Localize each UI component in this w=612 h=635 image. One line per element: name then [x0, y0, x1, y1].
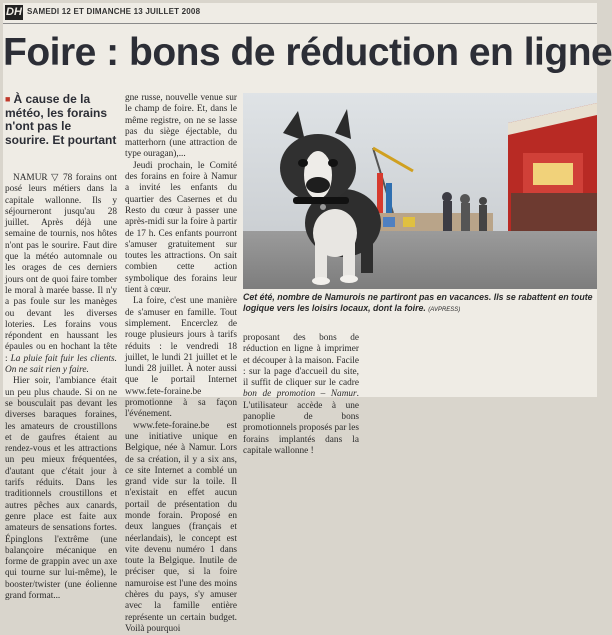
article-photo — [243, 93, 597, 289]
paragraph: La foire, c'est une manière de s'amuser en famille. Tout simplement. Encerclez de rouge plusieurs jours à tarifs réduits : le vendredi 18 juillet, le lundi 21 juillet et le lundi 28 juillet. À noter aussi que le portail Internet www.fete-foraine.be promotionne à sa façon l'événement. — [125, 296, 237, 420]
photo-credit: (AVPRESS) — [428, 307, 461, 313]
fair-dog-photo — [243, 93, 597, 289]
article-column-2 — [125, 93, 237, 635]
paragraph-text: proposant des bons de réduction en ligne à imprimer et découper à la maison. Facile : sur la page d'accueil du site, il suffit de cliquer sur le cadre — [243, 333, 359, 389]
italic-text: bon de promotion – Namur — [243, 389, 357, 400]
paragraph: www.fete-foraine.be est une initiative unique en Belgique, née à Namur. Lors de sa création, il y a six ans, ce site Internet a comblé un grand vide sur la toile. Il n'existait en effet aucun portail de présentation du monde forain. Proposé en deux langues (français et néerlandais), le concept est vite devenu numéro 1 dans toute la Belgique. Inutile de préciser que, si la foire namuroise est l'une des moins chères du pays, s'y amuser avec la famille entière représente un certain budget. Voilà pourquoi — [125, 420, 237, 634]
newspaper-page — [3, 3, 612, 634]
paragraph — [243, 333, 359, 457]
paragraph: gne russe, nouvelle venue sur le champ de foire. Et, dans le même registre, on ne se lasse pas du siège éjectable, du matterhorn (une attraction de type ouragan),... — [125, 93, 237, 160]
paragraph: Jeudi prochain, le Comité des forains en foire à Namur a invité les enfants du quartier des Casernes et du Resto du cœur à passer une après-midi sur la foire à partir de 17 h. Ces enfants pourront s'amuser gratuitement sur toutes les attractions. On sait combien cette action symbolique des forains leur tient à cœur. — [125, 160, 237, 296]
paragraph: Hier soir, l'ambiance était un peu plus chaude. Si on ne se bousculait pas devant les diverses baraques foraines, les amateurs de croustillons et de gaufres étaient au rendez-vous et les attractions un peu mieux fréquentées, d'autant que c'était jour à tarifs réduits. Dans les traditionnels croustillons et autres pêches aux canards, genre place est faite aux amateurs de sensations fortes. Épinglons l'extrême (une balançoire mécanique en forme de grappin avec un axe qui tourne sur lui-même), le booster/twister (une éolienne grand format... — [5, 376, 117, 601]
page-header — [3, 3, 597, 24]
lead-text: À cause de la météo, les forains n'ont pas le sourire. Et pourtant — [5, 92, 117, 147]
quote-text: La pluie fait fuir les clients. On ne sait rien y faire. — [5, 353, 117, 376]
newspaper-logo: DH — [6, 6, 22, 18]
article-headline: Foire : bons de réduction en ligne — [3, 31, 612, 74]
article-column-1 — [5, 173, 117, 602]
photo-caption — [243, 292, 597, 316]
paragraph-text: . L'utilisateur accède à une panoplie de bons promotionnels proposés par les forains implantés dans la capitale wallonne ! — [243, 389, 359, 456]
paragraph — [5, 173, 117, 376]
paragraph-text: NAMUR ▽ 78 forains ont posé leurs métiers dans la capitale wallonne. Ils y séjourneront jusqu'au 28 juillet. Après déjà une semaine de tournis, nos hôtes n'ont pas le sourire. Faut dire que la météo automnale ou les orages de ces derniers jours ont de quoi faire tomber le moral à marée basse. Il n'y a pas foule sur les manèges ou devant les diverses loteries. Les forains vous répondent en haussant les épaules ou en hochant la tête : — [5, 173, 117, 364]
issue-date: SAMEDI 12 ET DIMANCHE 13 JUILLET 2008 — [27, 7, 201, 16]
article-lead — [5, 93, 117, 147]
lead-marker-icon: ■ — [5, 94, 11, 104]
article-column-3 — [243, 333, 359, 457]
caption-text: Cet été, nombre de Namurois ne partiront pas en vacances. Ils se rabattent en toute logique vers les loisirs locaux, dont la foire. — [243, 292, 593, 313]
